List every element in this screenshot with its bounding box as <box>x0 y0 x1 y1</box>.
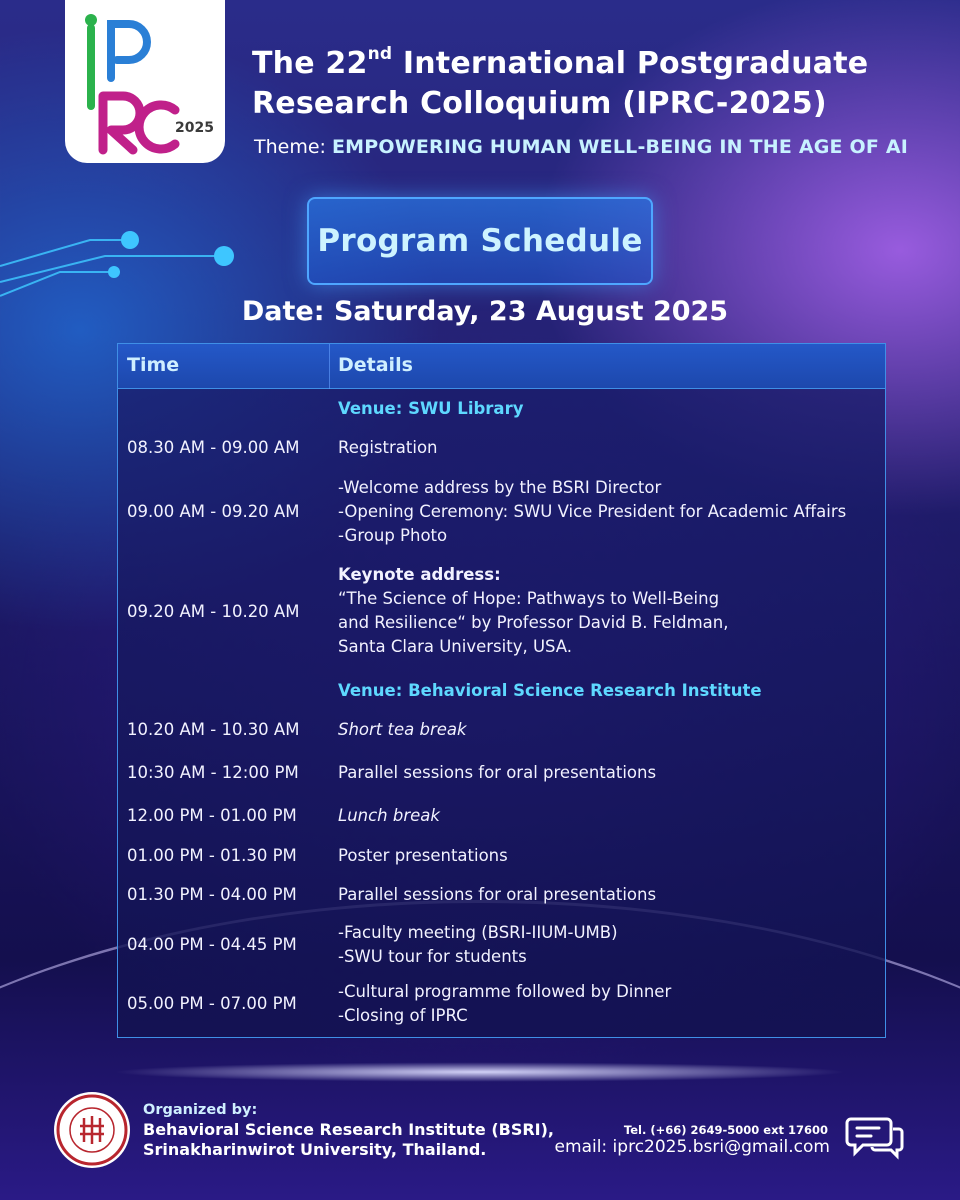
row-time: 09.20 AM - 10.20 AM <box>127 602 300 621</box>
detail-line: -SWU tour for students <box>338 947 527 966</box>
row-details: Registration <box>338 438 438 457</box>
row-time: 08.30 AM - 09.00 AM <box>127 438 300 457</box>
contact-email: email: iprc2025.bsri@gmail.com <box>554 1137 830 1157</box>
row-time: 05.00 PM - 07.00 PM <box>127 994 297 1013</box>
table-header <box>118 344 885 389</box>
schedule-table <box>117 343 886 1038</box>
row-details: Poster presentations <box>338 846 508 865</box>
venue-label: Venue: Behavioral Science Research Institute <box>338 681 762 700</box>
row-time: 01.00 PM - 01.30 PM <box>127 846 297 865</box>
column-header-time: Time <box>127 354 180 376</box>
detail-line: -Group Photo <box>338 526 448 545</box>
event-theme <box>254 136 944 158</box>
decorative-glow-line <box>0 1052 960 1092</box>
row-time: 04.00 PM - 04.45 PM <box>127 935 297 954</box>
organizer-line-2: Srinakharinwirot University, Thailand. <box>143 1140 487 1159</box>
title-line-1: The 22nd International Postgraduate <box>252 44 869 81</box>
organizer-info <box>143 1100 563 1160</box>
event-date: Date: Saturday, 23 August 2025 <box>241 296 729 327</box>
row-details: Short tea break <box>338 720 467 739</box>
detail-line: -Opening Ceremony: SWU Vice President for Academic Affairs <box>338 502 847 521</box>
detail-line: -Faculty meeting (BSRI-IIUM-UMB) <box>338 923 618 942</box>
contact-phone: Tel. (+66) 2649-5000 ext 17600 <box>623 1123 828 1137</box>
iprc-logo-mark-icon <box>65 0 225 163</box>
row-time: 10:30 AM - 12:00 PM <box>127 763 299 782</box>
theme-value: EMPOWERING HUMAN WELL-BEING IN THE AGE OF AI <box>331 136 909 158</box>
theme-label: Theme: <box>254 136 326 158</box>
row-details: Lunch break <box>338 806 440 825</box>
column-header-details: Details <box>338 354 413 376</box>
keynote-heading: Keynote address: <box>338 565 501 584</box>
iprc-logo <box>65 0 225 163</box>
detail-line: -Welcome address by the BSRI Director <box>338 478 662 497</box>
program-schedule-banner <box>307 197 653 285</box>
venue-label: Venue: SWU Library <box>338 399 524 418</box>
chat-bubble-icon <box>845 1115 905 1161</box>
detail-line: Santa Clara University, USA. <box>338 637 573 656</box>
detail-line: -Closing of IPRC <box>338 1006 468 1025</box>
row-time: 10.20 AM - 10.30 AM <box>127 720 300 739</box>
row-details <box>338 476 883 548</box>
detail-line: and Resilience“ by Professor David B. Feldman, <box>338 613 729 632</box>
organizer-line-1: Behavioral Science Research Institute (BSRI), <box>143 1120 555 1139</box>
row-details <box>338 921 883 969</box>
row-time: 01.30 PM - 04.00 PM <box>127 885 297 904</box>
organized-by-label: Organized by: <box>143 1102 258 1118</box>
university-seal-icon <box>52 1090 132 1170</box>
event-title <box>252 44 932 124</box>
row-details: Parallel sessions for oral presentations <box>338 885 657 904</box>
row-details: Parallel sessions for oral presentations <box>338 763 657 782</box>
program-schedule-title: Program Schedule <box>317 223 643 259</box>
row-details <box>338 980 883 1028</box>
row-time: 12.00 PM - 01.00 PM <box>127 806 297 825</box>
row-time: 09.00 AM - 09.20 AM <box>127 502 300 521</box>
header-divider <box>329 344 330 389</box>
detail-line: -Cultural programme followed by Dinner <box>338 982 672 1001</box>
title-line-2: Research Colloquium (IPRC-2025) <box>252 86 827 121</box>
logo-year: 2025 <box>175 120 214 136</box>
detail-line: “The Science of Hope: Pathways to Well-Being <box>338 589 720 608</box>
row-details <box>338 563 883 659</box>
